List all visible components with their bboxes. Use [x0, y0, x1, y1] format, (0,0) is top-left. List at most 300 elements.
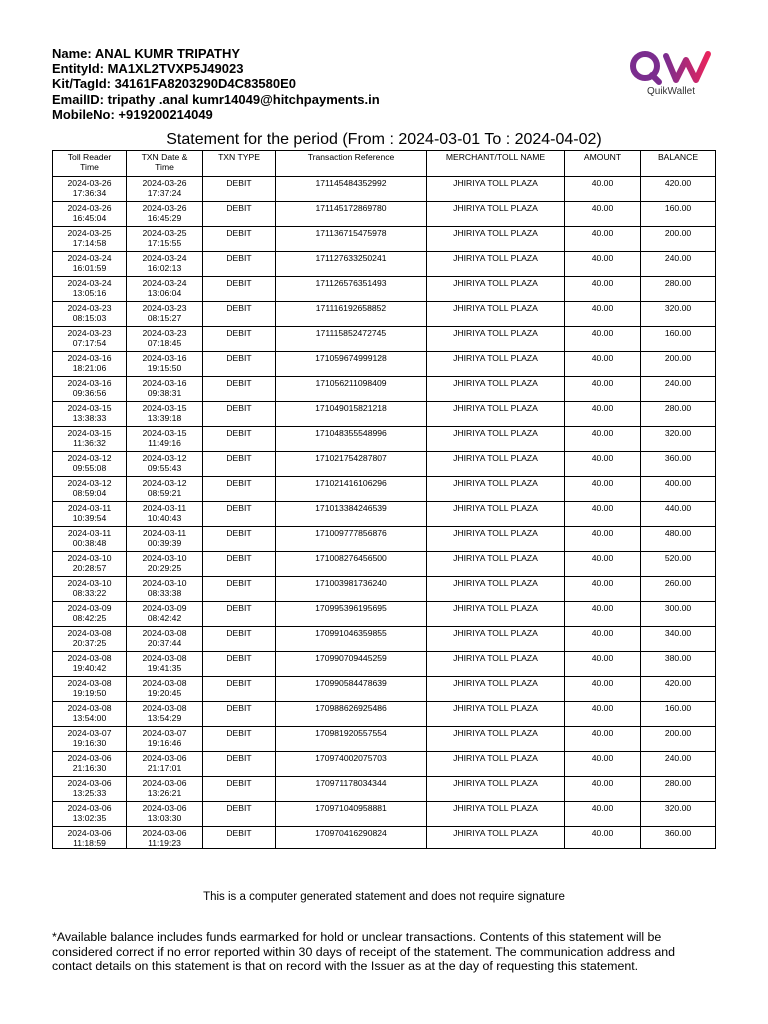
txn-time: 17:37:24 — [147, 188, 182, 198]
txn-type: DEBIT — [226, 428, 252, 438]
balance: 440.00 — [664, 503, 692, 513]
txn-type: DEBIT — [226, 503, 252, 513]
reader-date: 2024-03-23 — [67, 328, 112, 338]
merchant-name: JHIRIYA TOLL PLAZA — [453, 503, 538, 513]
txn-date: 2024-03-25 — [142, 228, 187, 238]
balance: 240.00 — [664, 378, 692, 388]
balance: 320.00 — [664, 428, 692, 438]
amount: 40.00 — [591, 528, 614, 538]
cell-txn-date — [127, 677, 203, 702]
txn-time: 21:17:01 — [147, 763, 182, 773]
reader-time: 10:39:54 — [72, 513, 107, 523]
merchant-name: JHIRIYA TOLL PLAZA — [453, 428, 538, 438]
balance: 360.00 — [664, 828, 692, 838]
reader-time: 13:54:00 — [72, 713, 107, 723]
merchant-name: JHIRIYA TOLL PLAZA — [453, 228, 538, 238]
cell-merchant-name — [427, 352, 565, 377]
balance: 320.00 — [664, 803, 692, 813]
cell-txn-type — [203, 302, 276, 327]
entity-id: EntityId: MA1XL2TVXP5J49023 — [52, 61, 244, 77]
cell-amount — [565, 727, 641, 752]
txn-time: 19:20:45 — [147, 688, 182, 698]
txn-time: 13:26:21 — [147, 788, 182, 798]
cell-reader-date — [53, 327, 127, 352]
table-row — [53, 427, 716, 452]
cell-amount — [565, 552, 641, 577]
table-row — [53, 177, 716, 202]
cell-txn-type — [203, 652, 276, 677]
txn-type: DEBIT — [226, 728, 252, 738]
transaction-reference: 170981920557554 — [315, 728, 387, 738]
reader-date: 2024-03-23 — [67, 303, 112, 313]
cell-amount — [565, 627, 641, 652]
cell-txn-date — [127, 552, 203, 577]
reader-date: 2024-03-25 — [67, 228, 112, 238]
balance: 380.00 — [664, 653, 692, 663]
merchant-name: JHIRIYA TOLL PLAZA — [453, 728, 538, 738]
txn-time: 13:06:04 — [147, 288, 182, 298]
amount: 40.00 — [591, 478, 614, 488]
txn-type: DEBIT — [226, 678, 252, 688]
cell-merchant-name — [427, 577, 565, 602]
cell-amount — [565, 477, 641, 502]
reader-time: 08:59:04 — [72, 488, 107, 498]
cell-reader-date — [53, 402, 127, 427]
cell-txn-date — [127, 577, 203, 602]
cell-merchant-name — [427, 252, 565, 277]
table-row — [53, 227, 716, 252]
table-row — [53, 477, 716, 502]
transaction-reference: 171136715475978 — [315, 228, 387, 238]
transaction-reference: 170988626925486 — [315, 703, 387, 713]
txn-date: 2024-03-12 — [142, 478, 187, 488]
txn-time: 07:18:45 — [147, 338, 182, 348]
txn-type: DEBIT — [226, 178, 252, 188]
txn-date: 2024-03-24 — [142, 253, 187, 263]
txn-date: 2024-03-24 — [142, 278, 187, 288]
amount: 40.00 — [591, 228, 614, 238]
balance: 420.00 — [664, 178, 692, 188]
cell-amount — [565, 602, 641, 627]
merchant-name: JHIRIYA TOLL PLAZA — [453, 478, 538, 488]
amount: 40.00 — [591, 678, 614, 688]
cell-balance — [641, 427, 716, 452]
table-row — [53, 527, 716, 552]
txn-time: 13:03:30 — [147, 813, 182, 823]
table-row — [53, 352, 716, 377]
txn-type: DEBIT — [226, 403, 252, 413]
cell-balance — [641, 177, 716, 202]
account-details — [52, 46, 380, 122]
cell-amount — [565, 702, 641, 727]
amount: 40.00 — [591, 578, 614, 588]
reader-time: 19:16:30 — [72, 738, 107, 748]
cell-transaction-reference — [276, 777, 427, 802]
amount: 40.00 — [591, 803, 614, 813]
merchant-name: JHIRIYA TOLL PLAZA — [453, 178, 538, 188]
cell-reader-date — [53, 702, 127, 727]
cell-reader-date — [53, 452, 127, 477]
cell-balance — [641, 702, 716, 727]
merchant-name: JHIRIYA TOLL PLAZA — [453, 603, 538, 613]
cell-reader-date — [53, 502, 127, 527]
table-row — [53, 727, 716, 752]
cell-txn-type — [203, 252, 276, 277]
txn-type: DEBIT — [226, 753, 252, 763]
email-id: EmailID: tripathy .anal kumr14049@hitchpayments.in — [52, 91, 380, 107]
reader-time: 13:25:33 — [72, 788, 107, 798]
account-name: Name: ANAL KUMR TRIPATHY — [52, 46, 241, 61]
amount: 40.00 — [591, 428, 614, 438]
cell-merchant-name — [427, 327, 565, 352]
amount: 40.00 — [591, 603, 614, 613]
txn-type: DEBIT — [226, 828, 252, 838]
txn-time: 20:29:25 — [147, 563, 182, 573]
txn-type: DEBIT — [226, 203, 252, 213]
col-merchant: MERCHANT/TOLL NAME — [427, 151, 565, 177]
cell-txn-date — [127, 252, 203, 277]
reader-date: 2024-03-10 — [67, 553, 112, 563]
cell-txn-date — [127, 652, 203, 677]
txn-time: 16:02:13 — [147, 263, 182, 273]
col-txn-date-time: TXN Date & Time — [127, 151, 203, 177]
cell-transaction-reference — [276, 277, 427, 302]
cell-transaction-reference — [276, 677, 427, 702]
cell-balance — [641, 202, 716, 227]
txn-date: 2024-03-08 — [142, 678, 187, 688]
cell-merchant-name — [427, 402, 565, 427]
amount: 40.00 — [591, 728, 614, 738]
balance: 340.00 — [664, 628, 692, 638]
table-row — [53, 402, 716, 427]
txn-date: 2024-03-11 — [142, 528, 187, 538]
cell-reader-date — [53, 752, 127, 777]
txn-date: 2024-03-08 — [142, 628, 187, 638]
cell-balance — [641, 302, 716, 327]
merchant-name: JHIRIYA TOLL PLAZA — [453, 278, 538, 288]
cell-reader-date — [53, 427, 127, 452]
table-row — [53, 277, 716, 302]
amount: 40.00 — [591, 253, 614, 263]
transaction-reference: 171145172869780 — [315, 203, 387, 213]
amount: 40.00 — [591, 328, 614, 338]
transaction-reference: 171126576351493 — [315, 278, 387, 288]
txn-type: DEBIT — [226, 453, 252, 463]
cell-amount — [565, 752, 641, 777]
reader-date: 2024-03-16 — [67, 353, 112, 363]
table-row — [53, 452, 716, 477]
reader-time: 08:33:22 — [72, 588, 107, 598]
txn-time: 19:16:46 — [147, 738, 182, 748]
cell-txn-type — [203, 477, 276, 502]
cell-txn-type — [203, 752, 276, 777]
cell-balance — [641, 802, 716, 827]
transaction-reference: 171008276456500 — [315, 553, 387, 563]
cell-txn-date — [127, 752, 203, 777]
transaction-reference: 170970416290824 — [315, 828, 387, 838]
txn-date: 2024-03-08 — [142, 653, 187, 663]
cell-amount — [565, 802, 641, 827]
cell-txn-type — [203, 727, 276, 752]
cell-transaction-reference — [276, 602, 427, 627]
cell-balance — [641, 502, 716, 527]
cell-amount — [565, 302, 641, 327]
cell-merchant-name — [427, 727, 565, 752]
balance: 200.00 — [664, 353, 692, 363]
cell-transaction-reference — [276, 477, 427, 502]
merchant-name: JHIRIYA TOLL PLAZA — [453, 378, 538, 388]
cell-transaction-reference — [276, 702, 427, 727]
cell-reader-date — [53, 527, 127, 552]
logo-text: QuikWallet — [647, 86, 695, 97]
col-transaction-reference: Transaction Reference — [276, 151, 427, 177]
balance: 240.00 — [664, 753, 692, 763]
transaction-reference: 171115852472745 — [315, 328, 387, 338]
cell-amount — [565, 502, 641, 527]
merchant-name: JHIRIYA TOLL PLAZA — [453, 703, 538, 713]
cell-amount — [565, 777, 641, 802]
txn-date: 2024-03-10 — [142, 578, 187, 588]
cell-txn-date — [127, 302, 203, 327]
txn-time: 11:19:23 — [148, 838, 181, 848]
cell-txn-type — [203, 502, 276, 527]
amount: 40.00 — [591, 703, 614, 713]
cell-txn-type — [203, 202, 276, 227]
transaction-reference: 171145484352992 — [315, 178, 387, 188]
reader-time: 09:36:56 — [72, 388, 107, 398]
merchant-name: JHIRIYA TOLL PLAZA — [453, 628, 538, 638]
cell-merchant-name — [427, 302, 565, 327]
cell-reader-date — [53, 352, 127, 377]
txn-date: 2024-03-16 — [142, 378, 187, 388]
cell-txn-type — [203, 352, 276, 377]
cell-txn-type — [203, 802, 276, 827]
amount: 40.00 — [591, 503, 614, 513]
cell-balance — [641, 552, 716, 577]
txn-time: 09:38:31 — [147, 388, 182, 398]
amount: 40.00 — [591, 353, 614, 363]
txn-date: 2024-03-09 — [142, 603, 187, 613]
balance: 520.00 — [664, 553, 692, 563]
cell-txn-date — [127, 327, 203, 352]
reader-time: 20:37:25 — [72, 638, 107, 648]
reader-time: 13:02:35 — [72, 813, 107, 823]
cell-transaction-reference — [276, 802, 427, 827]
merchant-name: JHIRIYA TOLL PLAZA — [453, 328, 538, 338]
cell-amount — [565, 227, 641, 252]
quikwallet-logo — [626, 48, 716, 100]
reader-date: 2024-03-06 — [67, 803, 112, 813]
txn-date: 2024-03-06 — [142, 778, 187, 788]
col-amount: AMOUNT — [565, 151, 641, 177]
cell-balance — [641, 252, 716, 277]
table-row — [53, 602, 716, 627]
cell-balance — [641, 677, 716, 702]
cell-reader-date — [53, 477, 127, 502]
balance: 200.00 — [664, 228, 692, 238]
cell-balance — [641, 777, 716, 802]
cell-balance — [641, 602, 716, 627]
cell-reader-date — [53, 252, 127, 277]
cell-txn-date — [127, 527, 203, 552]
cell-reader-date — [53, 602, 127, 627]
cell-txn-type — [203, 702, 276, 727]
txn-date: 2024-03-16 — [142, 353, 187, 363]
reader-time: 20:28:57 — [72, 563, 107, 573]
balance: 260.00 — [664, 578, 692, 588]
cell-txn-type — [203, 827, 276, 849]
txn-time: 13:54:29 — [147, 713, 182, 723]
balance: 400.00 — [664, 478, 692, 488]
merchant-name: JHIRIYA TOLL PLAZA — [453, 353, 538, 363]
txn-type: DEBIT — [226, 303, 252, 313]
reader-time: 00:38:48 — [72, 538, 107, 548]
transaction-reference: 171049015821218 — [315, 403, 387, 413]
txn-time: 08:59:21 — [147, 488, 182, 498]
cell-transaction-reference — [276, 502, 427, 527]
cell-reader-date — [53, 802, 127, 827]
reader-time: 18:21:06 — [72, 363, 107, 373]
cell-amount — [565, 377, 641, 402]
transaction-reference: 171116192658852 — [315, 303, 387, 313]
cell-balance — [641, 827, 716, 849]
cell-reader-date — [53, 277, 127, 302]
txn-date: 2024-03-15 — [142, 403, 187, 413]
cell-transaction-reference — [276, 227, 427, 252]
cell-merchant-name — [427, 802, 565, 827]
cell-transaction-reference — [276, 552, 427, 577]
reader-date: 2024-03-24 — [67, 278, 112, 288]
cell-merchant-name — [427, 452, 565, 477]
txn-time: 09:55:43 — [147, 463, 182, 473]
transaction-reference: 171056211098409 — [315, 378, 387, 388]
table-row — [53, 677, 716, 702]
transaction-reference: 170990709445259 — [315, 653, 387, 663]
merchant-name: JHIRIYA TOLL PLAZA — [453, 653, 538, 663]
txn-time: 08:33:38 — [147, 588, 182, 598]
cell-reader-date — [53, 552, 127, 577]
transaction-reference: 171013384246539 — [315, 503, 387, 513]
transaction-reference: 170995396195695 — [315, 603, 387, 613]
reader-date: 2024-03-12 — [67, 453, 112, 463]
cell-balance — [641, 577, 716, 602]
merchant-name: JHIRIYA TOLL PLAZA — [453, 828, 538, 838]
txn-date: 2024-03-26 — [142, 178, 187, 188]
txn-date: 2024-03-06 — [142, 803, 187, 813]
amount: 40.00 — [591, 278, 614, 288]
cell-txn-date — [127, 477, 203, 502]
cell-balance — [641, 327, 716, 352]
table-body — [53, 177, 716, 849]
cell-txn-date — [127, 602, 203, 627]
txn-time: 11:49:16 — [148, 438, 181, 448]
cell-amount — [565, 577, 641, 602]
reader-time: 07:17:54 — [72, 338, 107, 348]
cell-txn-type — [203, 677, 276, 702]
reader-date: 2024-03-06 — [67, 753, 112, 763]
txn-type: DEBIT — [226, 778, 252, 788]
txn-type: DEBIT — [226, 703, 252, 713]
cell-amount — [565, 452, 641, 477]
cell-txn-date — [127, 827, 203, 849]
kit-tag-id: Kit/TagId: 34161FA8203290D4C83580E0 — [52, 76, 297, 92]
reader-date: 2024-03-09 — [67, 603, 112, 613]
txn-type: DEBIT — [226, 478, 252, 488]
balance: 300.00 — [664, 603, 692, 613]
cell-txn-date — [127, 627, 203, 652]
cell-transaction-reference — [276, 527, 427, 552]
col-toll-reader-time: Toll Reader Time — [53, 151, 127, 177]
balance: 420.00 — [664, 678, 692, 688]
reader-time: 09:55:08 — [72, 463, 107, 473]
table-row — [53, 252, 716, 277]
cell-merchant-name — [427, 502, 565, 527]
cell-merchant-name — [427, 177, 565, 202]
reader-date: 2024-03-06 — [67, 828, 112, 838]
balance: 160.00 — [664, 203, 692, 213]
cell-merchant-name — [427, 477, 565, 502]
reader-date: 2024-03-11 — [67, 528, 112, 538]
cell-amount — [565, 527, 641, 552]
txn-date: 2024-03-11 — [142, 503, 187, 513]
computer-generated-note: This is a computer generated statement and does not require signature — [203, 891, 565, 903]
merchant-name: JHIRIYA TOLL PLAZA — [453, 203, 538, 213]
txn-date: 2024-03-07 — [142, 728, 187, 738]
merchant-name: JHIRIYA TOLL PLAZA — [453, 553, 538, 563]
table-row — [53, 302, 716, 327]
cell-amount — [565, 352, 641, 377]
cell-transaction-reference — [276, 202, 427, 227]
cell-txn-type — [203, 552, 276, 577]
transaction-reference: 170991046359855 — [315, 628, 387, 638]
txn-type: DEBIT — [226, 528, 252, 538]
txn-type: DEBIT — [226, 328, 252, 338]
txn-time: 08:42:42 — [147, 613, 182, 623]
cell-txn-date — [127, 202, 203, 227]
txn-date: 2024-03-12 — [142, 453, 187, 463]
reader-date: 2024-03-08 — [67, 653, 112, 663]
table-row — [53, 627, 716, 652]
txn-time: 19:41:35 — [147, 663, 182, 673]
txn-time: 10:40:43 — [147, 513, 182, 523]
txn-time: 16:45:29 — [147, 213, 182, 223]
transaction-reference: 171021754287807 — [315, 453, 387, 463]
transaction-reference: 170990584478639 — [315, 678, 387, 688]
txn-type: DEBIT — [226, 628, 252, 638]
cell-txn-type — [203, 602, 276, 627]
txn-type: DEBIT — [226, 353, 252, 363]
cell-balance — [641, 727, 716, 752]
cell-transaction-reference — [276, 402, 427, 427]
reader-date: 2024-03-06 — [67, 778, 112, 788]
amount: 40.00 — [591, 403, 614, 413]
txn-type: DEBIT — [226, 253, 252, 263]
cell-reader-date — [53, 677, 127, 702]
merchant-name: JHIRIYA TOLL PLAZA — [453, 578, 538, 588]
amount: 40.00 — [591, 778, 614, 788]
cell-txn-type — [203, 277, 276, 302]
amount: 40.00 — [591, 553, 614, 563]
cell-amount — [565, 827, 641, 849]
transaction-reference: 171003981736240 — [315, 578, 387, 588]
txn-date: 2024-03-06 — [142, 828, 187, 838]
cell-reader-date — [53, 777, 127, 802]
cell-transaction-reference — [276, 452, 427, 477]
txn-type: DEBIT — [226, 378, 252, 388]
balance: 160.00 — [664, 328, 692, 338]
txn-date: 2024-03-10 — [142, 553, 187, 563]
cell-reader-date — [53, 377, 127, 402]
